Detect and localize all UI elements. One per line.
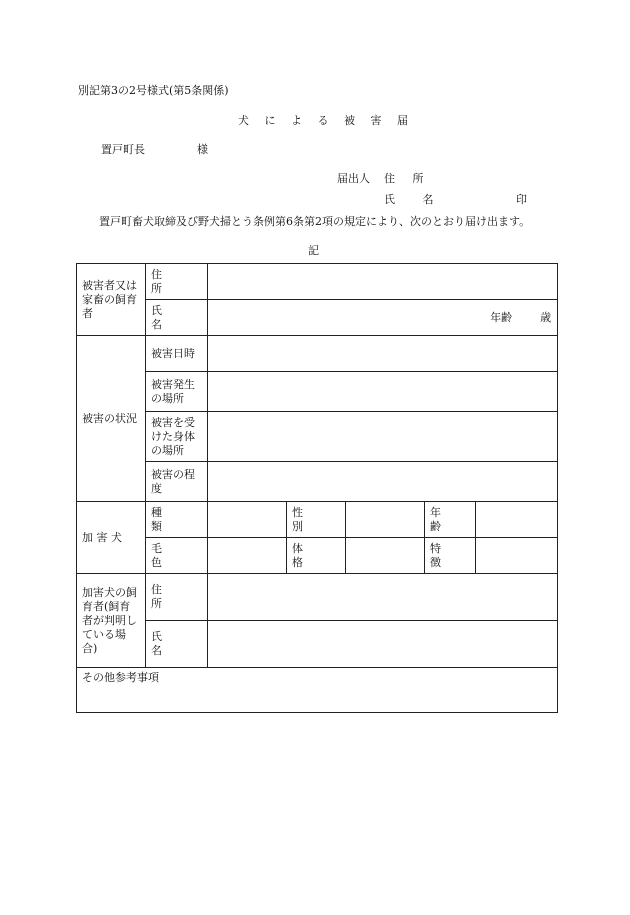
other-notes-field[interactable] [77,668,558,713]
other-notes-label: その他参考事項 [82,671,159,684]
owner-address-field[interactable] [208,574,558,621]
damage-degree-label: 被害の程度 [146,462,208,502]
addressee-honorific: 様 [197,143,208,156]
victim-category: 被害者又は家畜の飼育者 [77,264,146,336]
victim-name-label: 氏 名 [146,300,208,336]
owner-address-label: 住 所 [146,574,208,621]
document-title: 犬 に よ る 被 害 届 [238,114,414,127]
dog-sex-label: 性 別 [287,502,346,538]
dog-features-label: 特 徴 [425,538,476,574]
damage-degree-field[interactable] [208,462,558,502]
dog-build-label: 体 格 [287,538,346,574]
victim-address-label: 住 所 [146,264,208,300]
owner-name-label: 氏 名 [146,621,208,668]
dog-age-label: 年 齢 [425,502,476,538]
dog-build-field[interactable] [346,538,425,574]
damage-report-table [76,263,558,713]
victim-age-label: 年齢 [490,310,513,324]
damage-date-label: 被害日時 [146,336,208,372]
damage-date-field[interactable] [208,336,558,372]
damage-body-part-label: 被害を受けた身体の場所 [146,412,208,462]
dog-sex-field[interactable] [346,502,425,538]
damage-place-label: 被害発生の場所 [146,372,208,412]
owner-name-field[interactable] [208,621,558,668]
victim-address-field[interactable] [208,264,558,300]
victim-name-field[interactable] [208,300,558,336]
notifier-label: 届出人 [337,172,370,185]
seal-mark: 印 [516,193,527,206]
damage-place-field[interactable] [208,372,558,412]
dog-breed-label: 種 類 [146,502,208,538]
damage-category: 被害の状況 [77,336,146,502]
dog-features-field[interactable] [476,538,558,574]
form-reference: 別記第3の2号様式(第5条関係) [78,84,229,97]
owner-category: 加害犬の飼育者(飼育者が判明している場合) [77,574,146,668]
addressee: 置戸町長 [101,143,145,156]
dog-color-label: 毛 色 [146,538,208,574]
victim-age-unit: 歳 [540,310,552,324]
dog-breed-field[interactable] [208,502,287,538]
dog-category: 加 害 犬 [77,502,146,574]
notifier-address-label: 住 所 [384,172,431,185]
ki-heading: 記 [308,244,319,257]
body-statement: 置戸町畜犬取締及び野犬掃とう条例第6条第2項の規定により、次のとおり届け出ます。 [99,215,531,228]
notifier-name-label: 氏 名 [384,193,446,206]
damage-body-part-field[interactable] [208,412,558,462]
dog-color-field[interactable] [208,538,287,574]
dog-age-field[interactable] [476,502,558,538]
